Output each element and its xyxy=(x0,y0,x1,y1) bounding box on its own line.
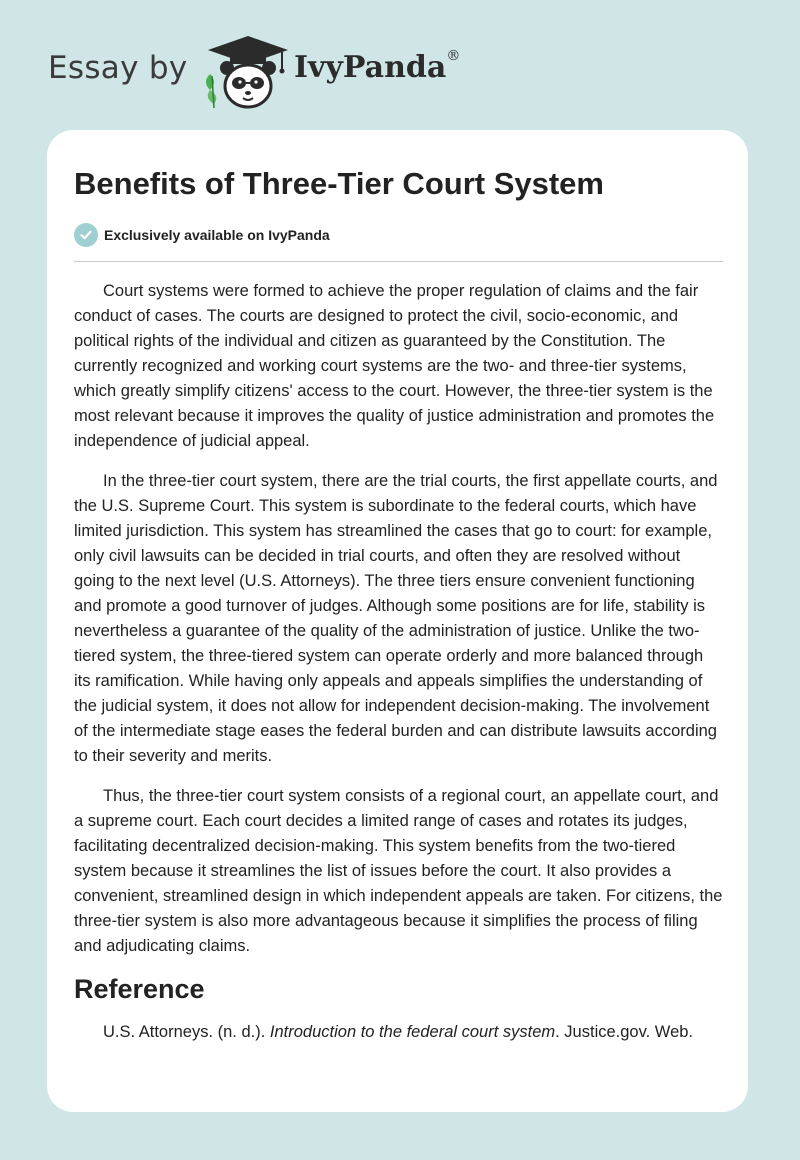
reference-source: . Justice.gov. Web. xyxy=(555,1023,694,1041)
panda-graduate-logo-icon[interactable] xyxy=(200,32,296,112)
registered-mark: ® xyxy=(446,48,461,64)
reference-heading: Reference xyxy=(74,974,205,1004)
ivypanda-brand[interactable] xyxy=(294,50,460,85)
essay-card xyxy=(47,130,748,1112)
essay-by-label: Essay by xyxy=(48,50,188,86)
title-divider xyxy=(74,261,723,262)
essay-body xyxy=(74,279,723,1045)
reference-title: Introduction to the federal court system xyxy=(269,1023,556,1041)
reference-author: U.S. Attorneys. (n. d.). xyxy=(103,1023,270,1041)
paragraph: Court systems were formed to achieve the proper regulation of claims and the fair conduct of cases. The courts are designed to protect the civil, socio-economic, and political rights of the individual and citizen as guaranteed by the Constitution. The currently recognized and working court systems are the two- and three-tier systems, which greatly simplify citizens' access to the court. However, the three-tier system is the most relevant because it improves the quality of justice administration and promotes the independence of judicial appeal. xyxy=(74,282,715,450)
reference-entry xyxy=(74,1020,723,1045)
brand-name: IvyPanda xyxy=(294,50,447,85)
paragraph: Thus, the three-tier court system consists of a regional court, an appellate court, and a supreme court. Each court decides a limited range of cases and rotates its judges, facilitating decentralized decision-making. This system benefits from the two-tiered system because it streamlines the list of issues before the court. It also provides a convenient, streamlined design in which independent appeals are taken. For citizens, the three-tier system is also more advantageous because it simplifies the process of filing and adjudicating claims. xyxy=(74,787,723,955)
exclusive-badge xyxy=(74,222,330,248)
paragraph: In the three-tier court system, there are the trial courts, the first appellate courts, and the U.S. Supreme Court. This system is subordinate to the federal courts, which have limited jurisdiction. This system has streamlined the cases that go to court: for example, only civil lawsuits can be decided in trial courts, and often they are resolved without going to the next level (U.S. Attorneys). The three tiers ensure convenient functioning and promote a good turnover of judges. Although some positions are for life, stability is nevertheless a guarantee of the quality of the administration of justice. Unlike the two-tiered system, the three-tiered system can operate orderly and more balanced through its ramification. While having only appeals and appeals simplifies the understanding of the judicial system, it does not allow for independent decision-making. The involvement of the intermediate stage eases the federal burden and can distribute lawsuits according to their severity and merits. xyxy=(74,472,718,765)
page-title: Benefits of Three-Tier Court System xyxy=(74,166,604,201)
exclusive-badge-text: Exclusively available on IvyPanda xyxy=(104,227,330,243)
checkmark-icon xyxy=(74,223,98,247)
site-header xyxy=(0,0,800,120)
